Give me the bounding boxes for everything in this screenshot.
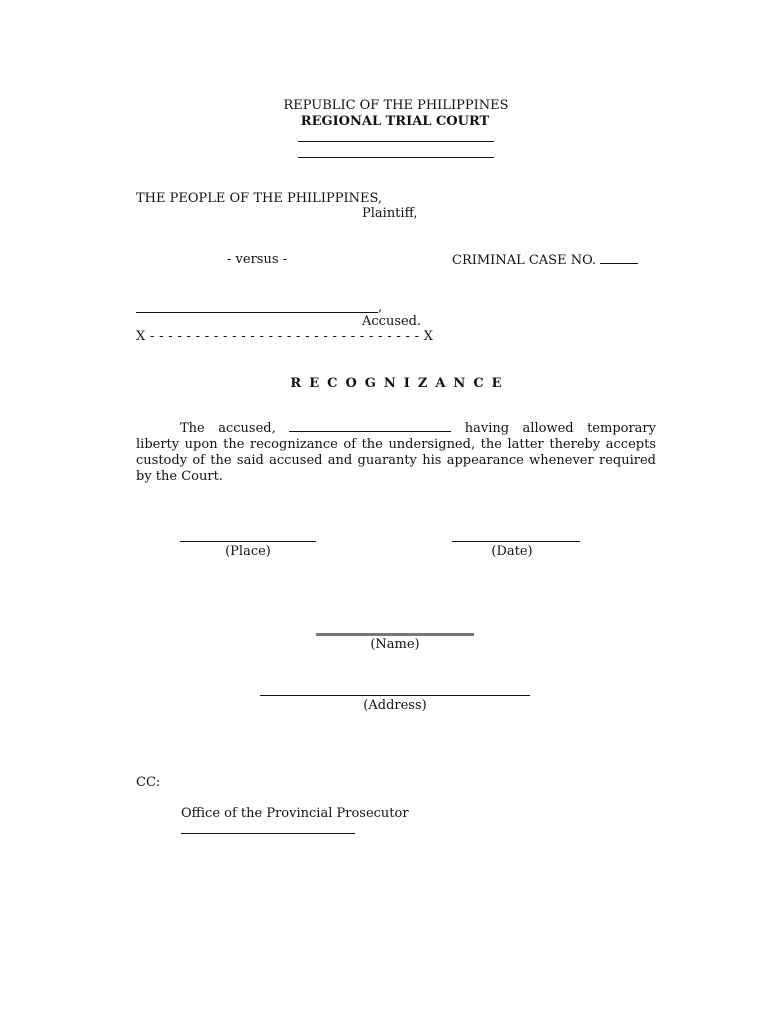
accused-blank [289, 420, 451, 432]
address-line [260, 695, 530, 696]
plaintiff-name: THE PEOPLE OF THE PHILIPPINES, [136, 191, 383, 206]
court-branch-blank-line [298, 141, 494, 142]
body-rest: having allowed temporary liberty upon the recognizance of the undersigned, the latter thereby accepts custody of the said accused and guaranty his appearance whenever required by the Court. [136, 421, 656, 484]
place-line [180, 541, 316, 542]
cc-recipient: Office of the Provincial Prosecutor [181, 806, 409, 821]
criminal-case-label [452, 252, 638, 269]
body-paragraph [136, 420, 656, 485]
date-line [452, 541, 580, 542]
criminal-case-text: CRIMINAL CASE NO. [452, 253, 597, 268]
court-heading: REGIONAL TRIAL COURT [300, 114, 490, 129]
accused-name-blank-line [136, 312, 378, 313]
republic-heading: REPUBLIC OF THE PHILIPPINES [283, 98, 509, 113]
caption-separator: X - - - - - - - - - - - - - - - - - - - - - - - - - - - - - - X [136, 329, 434, 344]
case-number-blank [600, 252, 638, 264]
document-title: RECOGNIZANCE [290, 376, 510, 391]
body-intro: The accused, [180, 421, 276, 436]
accused-comma: , [378, 300, 383, 315]
date-label: (Date) [491, 544, 533, 559]
plaintiff-role: Plaintiff, [362, 206, 418, 221]
address-label: (Address) [363, 698, 427, 713]
name-label: (Name) [370, 637, 420, 652]
court-location-blank-line [298, 157, 494, 158]
place-label: (Place) [225, 544, 271, 559]
cc-label: CC: [136, 775, 161, 790]
accused-role: Accused. [362, 314, 422, 329]
name-line [316, 633, 474, 636]
cc-receipt-blank-line [181, 833, 355, 834]
versus-label: - versus - [227, 252, 288, 267]
